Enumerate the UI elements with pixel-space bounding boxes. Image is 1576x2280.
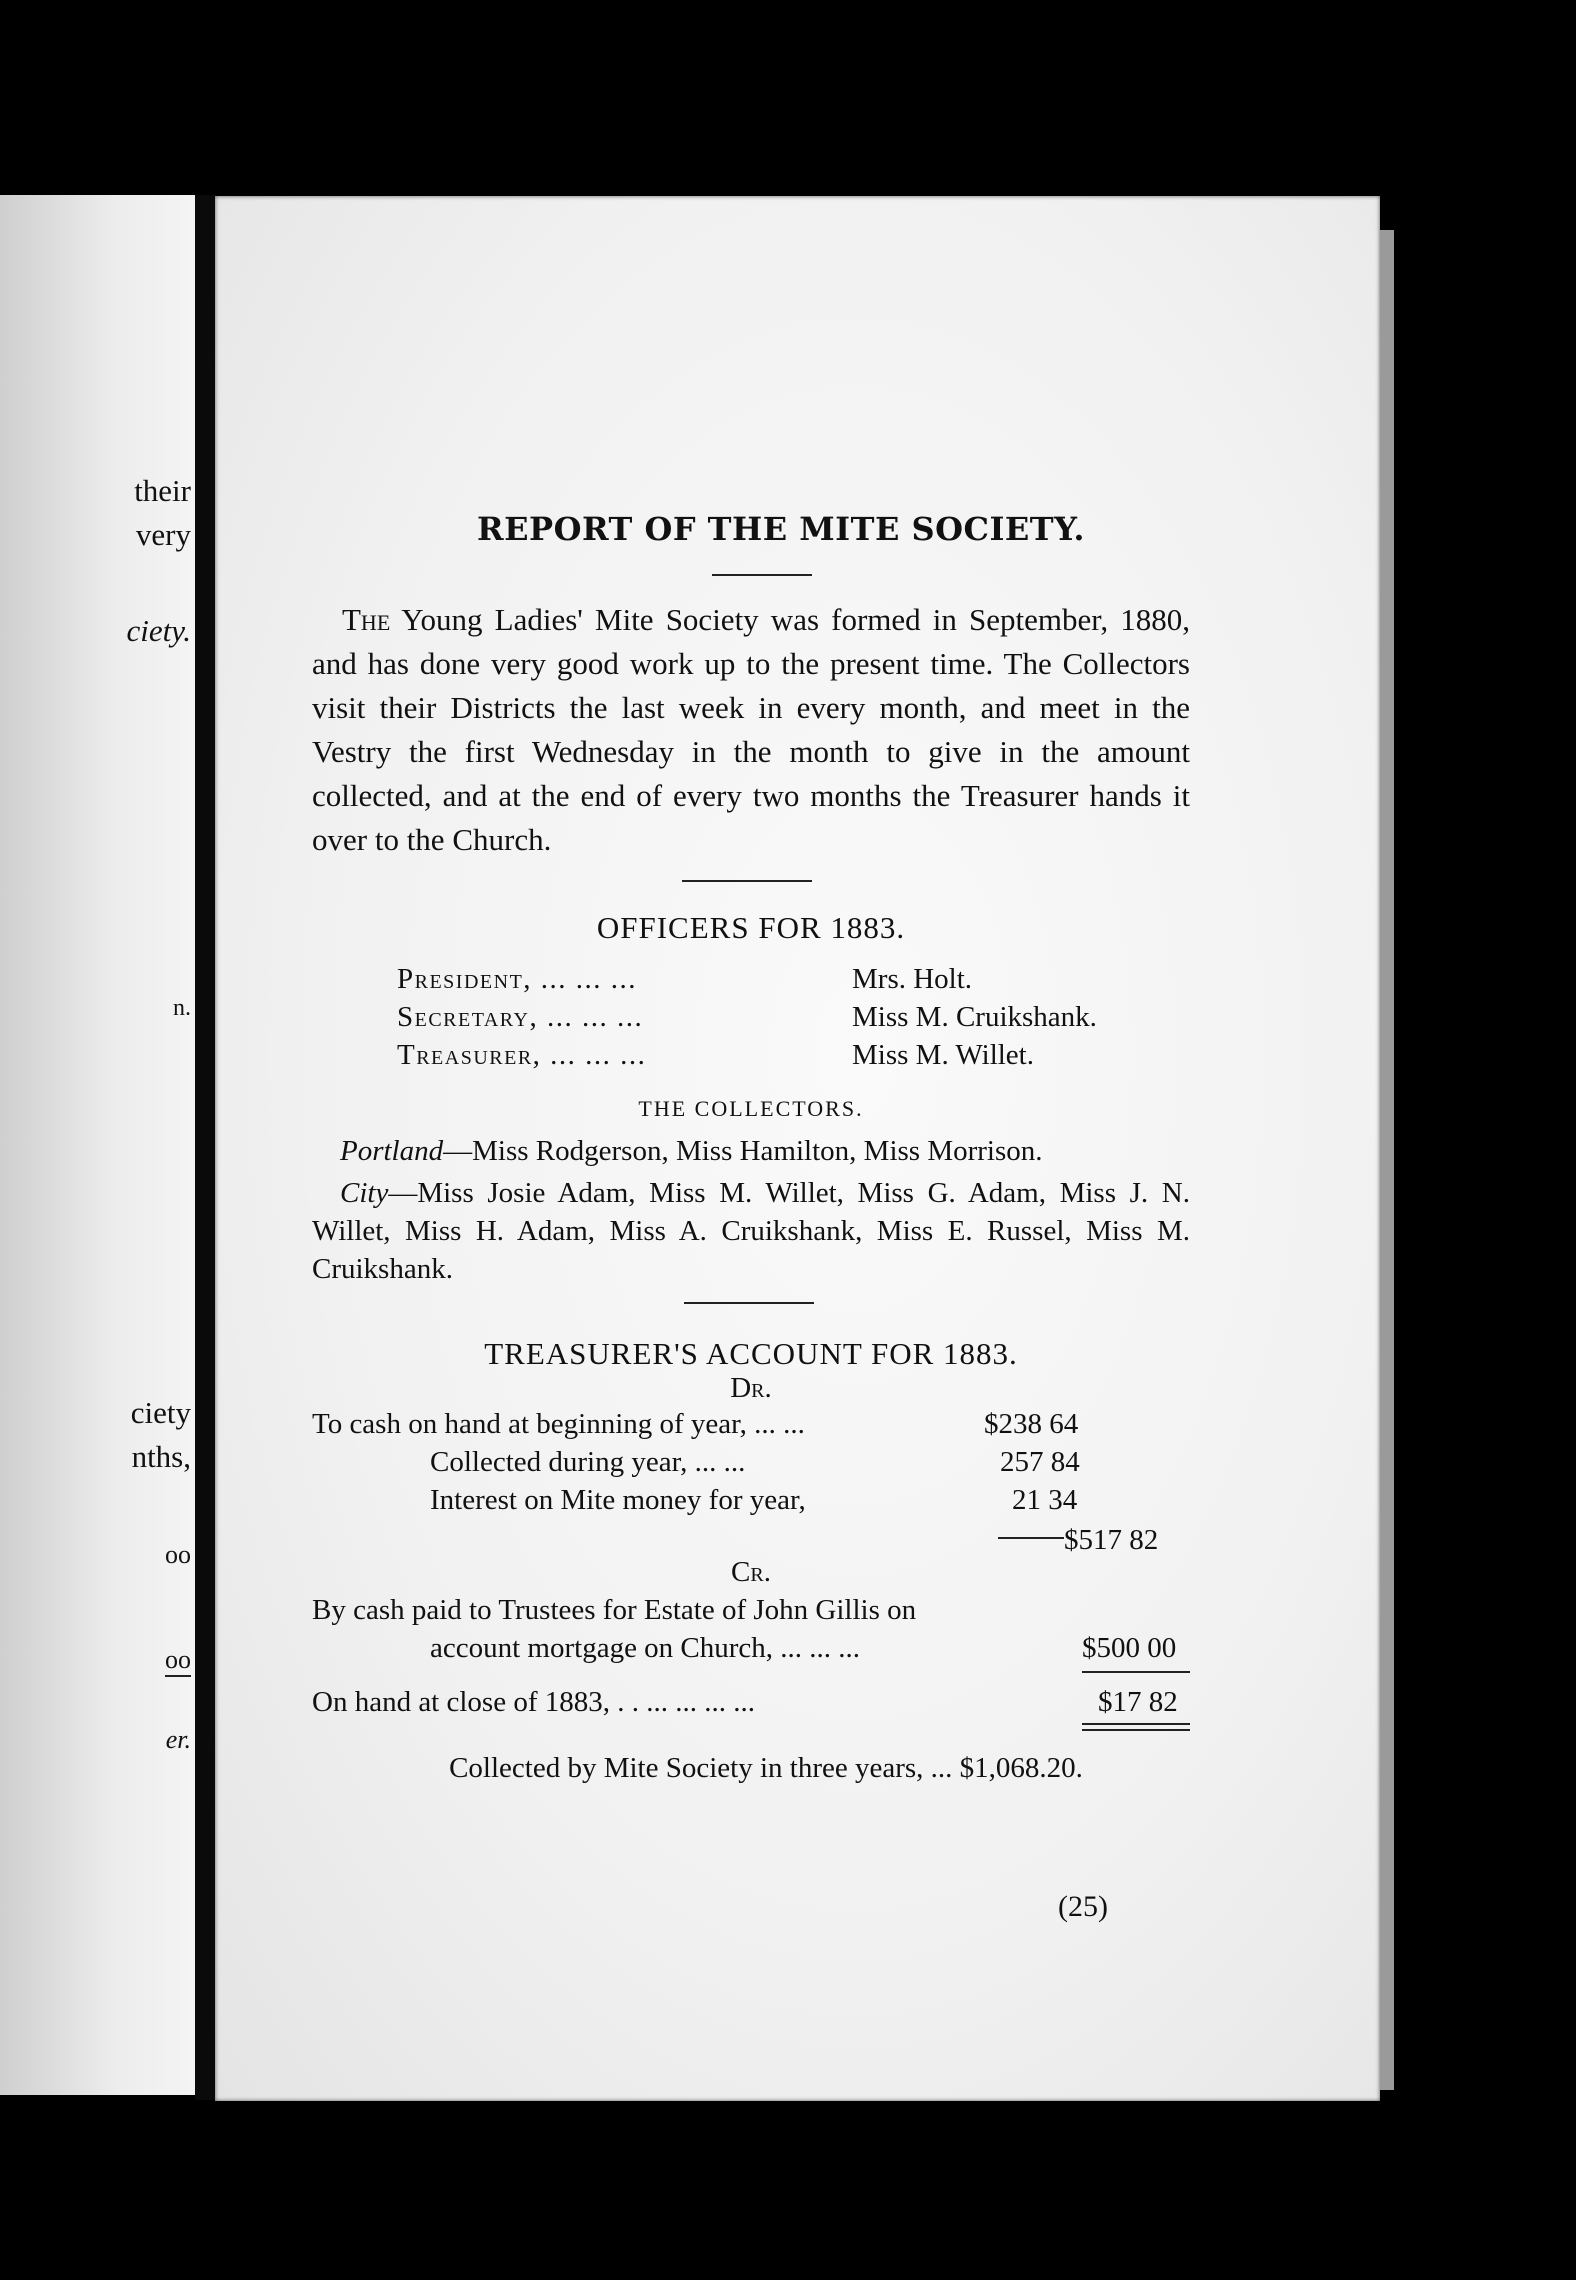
summary-line: Collected by Mite Society in three years, ... $1,068.20. xyxy=(449,1752,1083,1784)
debit-label: Dr. xyxy=(730,1372,772,1404)
account-heading: TREASURER'S ACCOUNT FOR 1883. xyxy=(484,1336,1018,1371)
portland-names: —Miss Rodgerson, Miss Hamilton, Miss Morrison. xyxy=(443,1135,1043,1167)
collectors-heading: THE COLLECTORS. xyxy=(638,1096,864,1121)
book-gutter xyxy=(195,195,217,2100)
left-fragment: ciety. xyxy=(126,613,191,648)
officers-list xyxy=(397,960,1190,1074)
divider xyxy=(712,574,812,576)
page-number: (25) xyxy=(1058,1890,1108,1923)
divider xyxy=(682,880,812,882)
page-edge xyxy=(1380,230,1394,2090)
officer-row xyxy=(397,960,1190,998)
account-row-text: To cash on hand at beginning of year, ... ... xyxy=(312,1408,805,1440)
account-row xyxy=(312,1405,1190,1443)
report-title: REPORT OF THE MITE SOCIETY. xyxy=(477,510,1085,548)
total-rule xyxy=(998,1537,1064,1539)
left-page-edge xyxy=(0,195,195,2095)
account-row xyxy=(312,1683,1190,1721)
officer-role: Secretary, ... ... ... xyxy=(397,1001,644,1033)
debit-total: $517 82 xyxy=(1064,1524,1159,1556)
account-row-amount: 21 34 xyxy=(1012,1484,1078,1516)
credit-rule xyxy=(1082,1671,1190,1673)
left-fragment: nths, xyxy=(131,1439,191,1474)
intro-paragraph xyxy=(312,598,1190,862)
divider xyxy=(684,1302,814,1304)
account-row-amount: $238 64 xyxy=(984,1408,1079,1440)
account-row xyxy=(312,1443,1190,1481)
portland-label: Portland xyxy=(340,1135,444,1167)
left-fragment: very xyxy=(135,517,191,552)
left-fragment: oo xyxy=(165,1540,191,1569)
officer-row xyxy=(397,1036,1190,1074)
account-row xyxy=(312,1629,1190,1667)
intro-body: Young Ladies' Mite Society was formed in September, 1880, and has done very good work up to the present time. The Collectors visit their Districts the last week in every month, and meet in the Vestry the first Wednesday in the month to give in the amount collected, and at the end of every two months the Treasurer hands it over to the Church. xyxy=(312,602,1190,857)
credit-text: By cash paid to Trustees for Estate of John Gillis on xyxy=(312,1594,917,1626)
close-text: On hand at close of 1883, . . ... ... ... ... xyxy=(312,1686,755,1718)
officers-heading: OFFICERS FOR 1883. xyxy=(596,910,906,945)
left-fragment: ciety xyxy=(130,1395,191,1430)
collectors-portland xyxy=(312,1132,1190,1170)
left-fragment: their xyxy=(134,473,191,508)
intro-lead: The xyxy=(342,602,391,637)
city-names: —Miss Josie Adam, Miss M. Willet, Miss G. Adam, Miss J. N. Willet, Miss H. Adam, Miss A. Cruikshank, Miss E. Russel, Miss M. Cruikshank. xyxy=(312,1177,1190,1285)
account-row xyxy=(312,1481,1190,1519)
left-fragment: oo xyxy=(165,1645,191,1677)
account-table xyxy=(312,1405,1190,1787)
officer-name: Mrs. Holt. xyxy=(852,963,973,995)
officer-row xyxy=(397,998,1190,1036)
left-fragment: er. xyxy=(165,1725,191,1754)
officer-role: Treasurer, ... ... ... xyxy=(397,1039,647,1071)
credit-text: account mortgage on Church, ... ... ... xyxy=(430,1632,861,1664)
account-row xyxy=(312,1591,1190,1629)
close-amount: $17 82 xyxy=(1098,1686,1178,1718)
collectors-city xyxy=(312,1174,1190,1288)
double-rule xyxy=(1082,1723,1190,1731)
account-row-text: Collected during year, ... ... xyxy=(430,1446,746,1478)
account-row-text: Interest on Mite money for year, xyxy=(430,1484,806,1516)
officer-name: Miss M. Cruikshank. xyxy=(852,1001,1097,1033)
page-content xyxy=(312,510,1190,1787)
credit-label: Cr. xyxy=(731,1556,771,1588)
left-fragment: n. xyxy=(173,995,191,1021)
city-label: City xyxy=(340,1177,389,1209)
credit-amount: $500 00 xyxy=(1082,1632,1177,1664)
account-total-row xyxy=(312,1519,1190,1556)
officer-name: Miss M. Willet. xyxy=(852,1039,1034,1071)
account-row-amount: 257 84 xyxy=(1000,1446,1080,1478)
officer-role: President, ... ... ... xyxy=(397,963,638,995)
